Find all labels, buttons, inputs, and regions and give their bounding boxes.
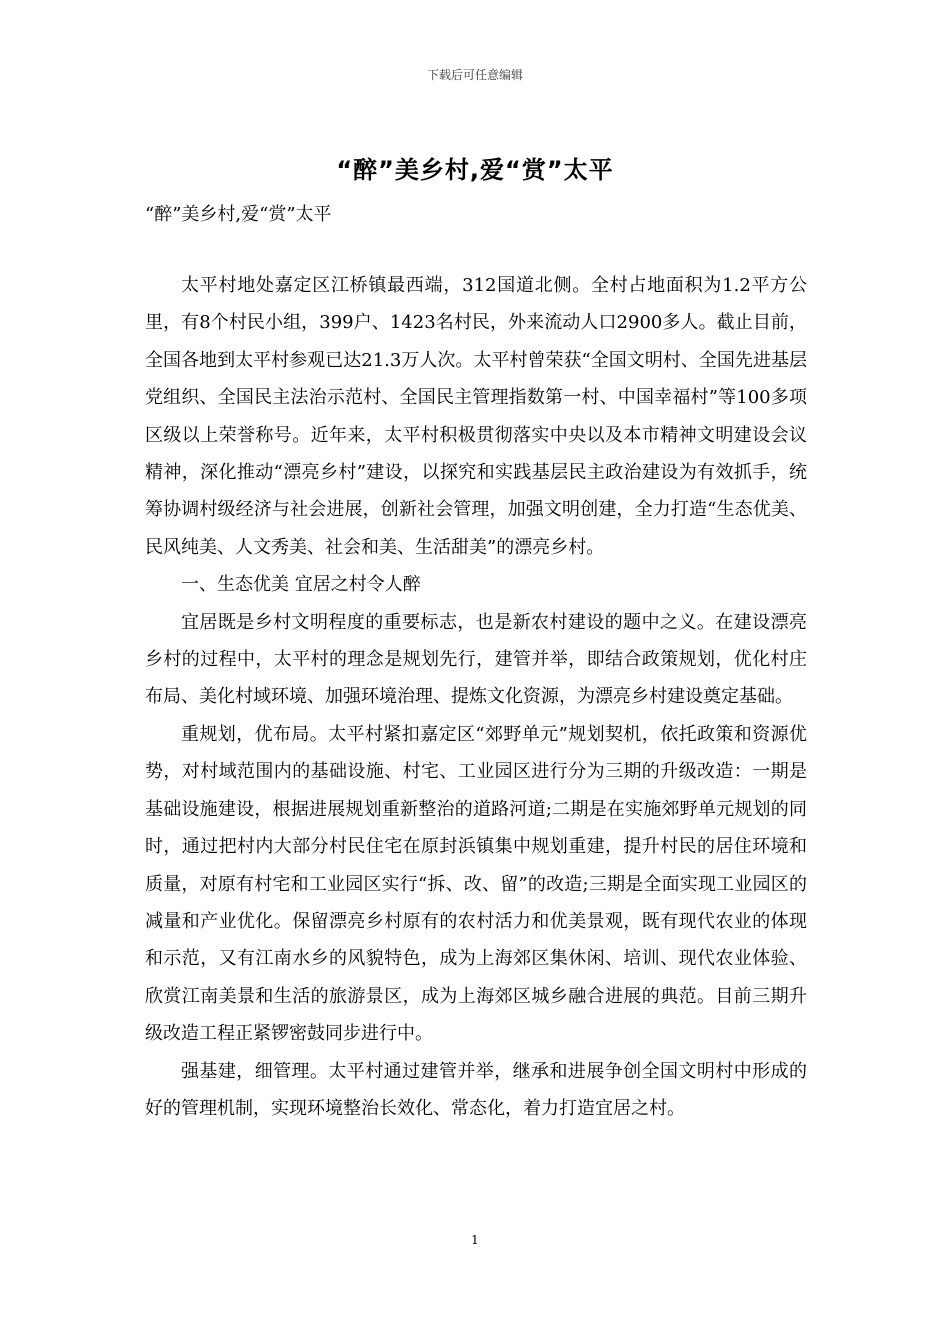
paragraph-intro: 太平村地处嘉定区江桥镇最西端，312国道北侧。全村占地面积为1.2平方公里，有8个村民小组，399户、1423名村民，外来流动人口2900多人。截止目前，全国各地到太平村参观已达21.3万人次。太平村曾荣获“全国文明村、全国先进基层党组织、全国民主法治示范村、全国民主管理指数第一村、中国幸福村”等100多项区级以上荣誉称号。近年来，太平村积极贯彻落实中央以及本市精神文明建设会议精神，深化推动“漂亮乡村”建设，以探究和实践基层民主政治建设为有效抓手，统筹协调村级经济与社会进展，创新社会管理，加强文明创建，全力打造“生态优美、民风纯美、人文秀美、社会和美、生活甜美”的漂亮乡村。 [145,275,807,558]
document-title: “醉”美乡村,爱“赏”太平 [336,156,614,184]
paragraph-management: 强基建，细管理。太平村通过建管并举，继承和进展争创全国文明村中形成的好的管理机制，实现环境整治长效化、常态化，着力打造宜居之村。 [145,1060,807,1119]
document-subtitle: “醉”美乡村,爱“赏”太平 [145,204,332,225]
document-body [145,267,807,1127]
section-heading: 一、生态优美 宜居之村令人醉 [181,574,421,596]
page-header-note: 下载后可任意编辑 [426,68,523,82]
paragraph-planning: 重规划，优布局。太平村紧扣嘉定区“郊野单元”规划契机，依托政策和资源优势，对村域范围内的基础设施、村宅、工业园区进行分为三期的升级改造：一期是基础设施建设，根据进展规划重新整治的道路河道;二期是在实施郊野单元规划的同时，通过把村内大部分村民住宅在原封浜镇集中规划重建，提升村民的居住环境和质量，对原有村宅和工业园区实行“拆、改、留”的改造;三期是全面实现工业园区的减量和产业优化。保留漂亮乡村原有的农村活力和优美景观，既有现代农业的体现和示范，又有江南水乡的风貌特色，成为上海郊区集休闲、培训、现代农业体验、欣赏江南美景和生活的旅游景区，成为上海郊区城乡融合进展的典范。目前三期升级改造工程正紧锣密鼓同步进行中。 [145,723,807,1045]
paragraph-livable: 宜居既是乡村文明程度的重要标志，也是新农村建设的题中之义。在建设漂亮乡村的过程中，太平村的理念是规划先行，建管并举，即结合政策规划，优化村庄布局、美化村域环境、加强环境治理、提炼文化资源，为漂亮乡村建设奠定基础。 [145,611,807,708]
page-number: 1 [471,1233,479,1247]
